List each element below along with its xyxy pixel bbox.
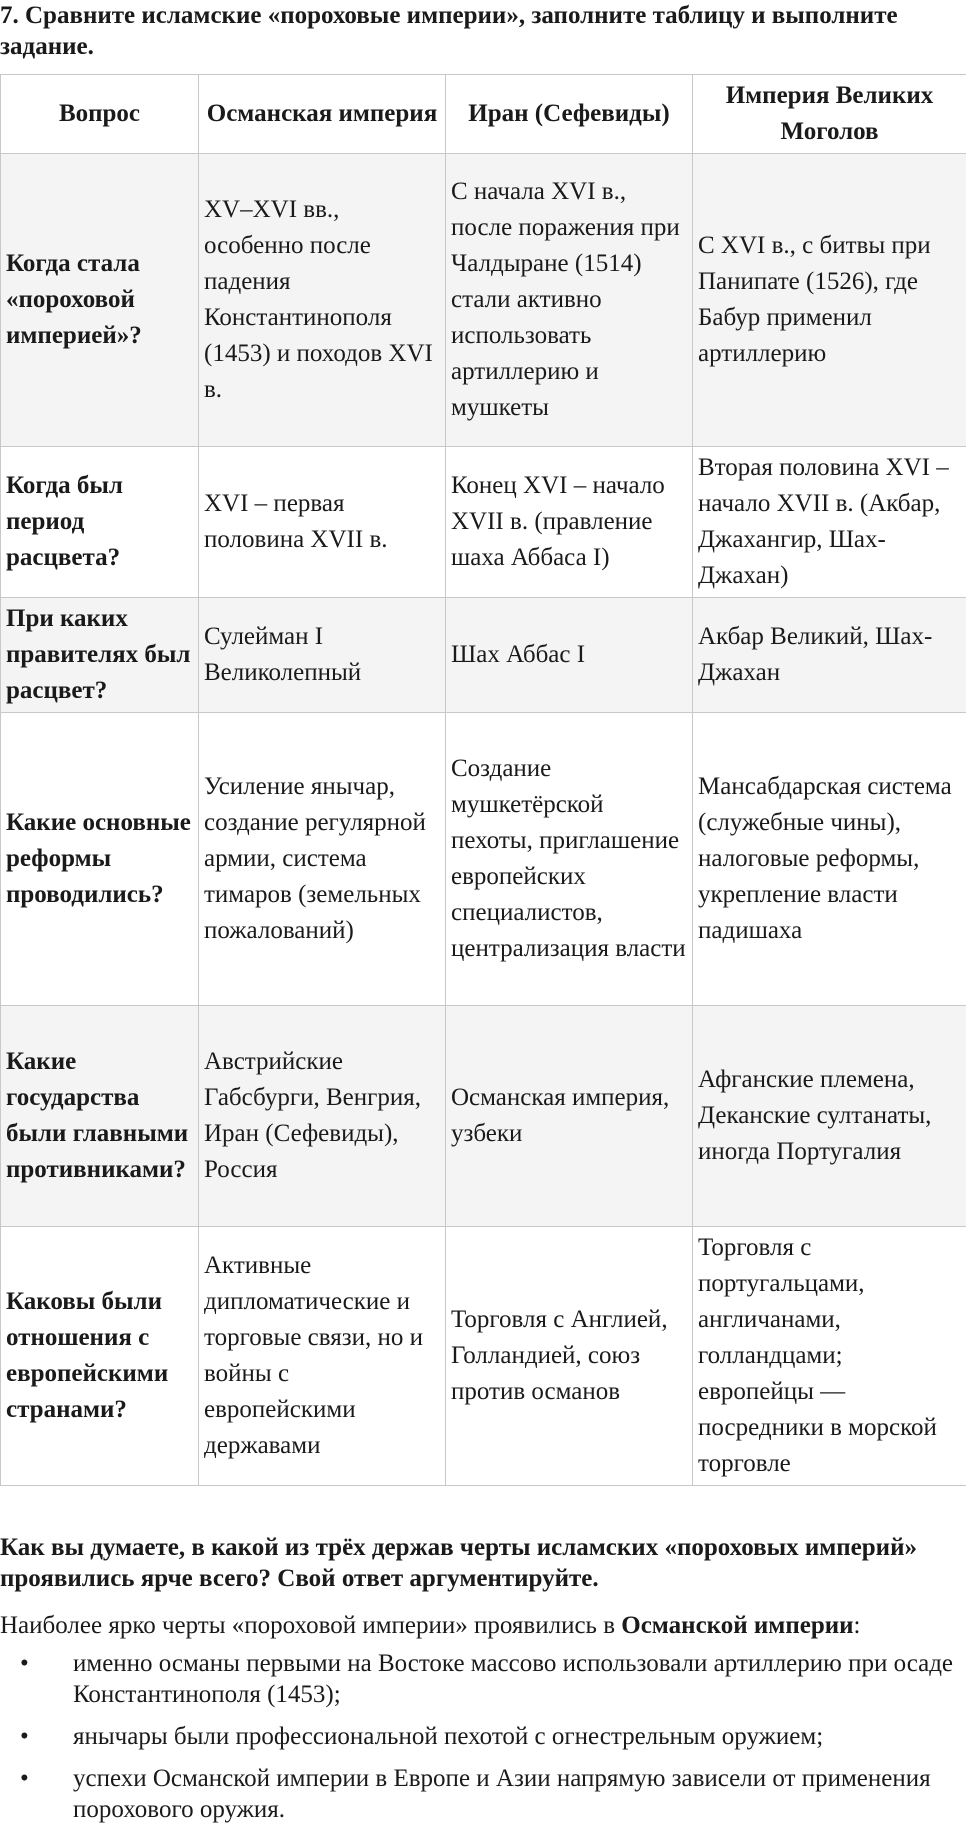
row-question: При каких правителях был расцвет?: [1, 598, 199, 713]
list-item: [0, 1648, 960, 1710]
answer-intro: [0, 1610, 960, 1641]
cell-ottoman: Австрийские Габсбурги, Венгрия, Иран (Сефевиды), Россия: [199, 1006, 446, 1227]
row-question: Когда был период расцвета?: [1, 447, 199, 598]
cell-mughal: Мансабдарская система (служебные чины), налоговые реформы, укрепление власти падишаха: [693, 713, 966, 1006]
cell-ottoman: Усиление янычар, создание регулярной армии, система тимаров (земельных пожалований): [199, 713, 446, 1006]
cell-iran: Торговля с Англией, Голландией, союз против османов: [446, 1227, 693, 1486]
row-question: Каковы были отношения с европейскими странами?: [1, 1227, 199, 1486]
task-title: 7. Сравните исламские «пороховые империи», заполните таблицу и выполните задание.: [0, 2, 898, 60]
discussion-question: Как вы думаете, в какой из трёх держав черты исламских «пороховых империй» проявились ярче всего? Свой ответ аргументируйте.: [0, 1534, 917, 1592]
cell-mughal: С XVI в., с битвы при Панипате (1526), где Бабур применил артиллерию: [693, 154, 966, 447]
cell-mughal: Вторая половина XVI – начало XVII в. (Акбар, Джахангир, Шах-Джахан): [693, 447, 966, 598]
list-item: [0, 1721, 960, 1752]
cell-iran: Османская империя, узбеки: [446, 1006, 693, 1227]
cell-iran: Конец XVI – начало XVII в. (правление шаха Аббаса I): [446, 447, 693, 598]
header-iran: Иран (Сефевиды): [446, 75, 693, 154]
table-row: [1, 1006, 966, 1227]
cell-ottoman: Сулейман I Великолепный: [199, 598, 446, 713]
bullet-icon: •: [20, 1650, 29, 1677]
cell-ottoman: Активные дипломатические и торговые связи, но и войны с европейскими державами: [199, 1227, 446, 1486]
cell-iran: С начала XVI в., после поражения при Чалдыране (1514) стали активно использовать артиллерию и мушкеты: [446, 154, 693, 447]
header-mughal: Империя Великих Моголов: [693, 75, 966, 154]
row-question: Когда стала «пороховой империей»?: [1, 154, 199, 447]
cell-iran: Создание мушкетёрской пехоты, приглашение европейских специалистов, централизация власти: [446, 713, 693, 1006]
answer-intro-end: :: [853, 1612, 861, 1639]
bullet-icon: •: [20, 1723, 29, 1750]
cell-mughal: Афганские племена, Деканские султанаты, иногда Португалия: [693, 1006, 966, 1227]
cell-mughal: Торговля с португальцами, англичанами, голландцами; европейцы — посредники в морской торговле: [693, 1227, 966, 1486]
row-question: Какие основные реформы проводились?: [1, 713, 199, 1006]
cell-ottoman: XV–XVI вв., особенно после падения Константинополя (1453) и походов XVI в.: [199, 154, 446, 447]
cell-ottoman: XVI – первая половина XVII в.: [199, 447, 446, 598]
cell-mughal: Акбар Великий, Шах-Джахан: [693, 598, 966, 713]
list-item-text: успехи Османской империи в Европе и Азии напрямую зависели от применения порохового оружия.: [73, 1765, 931, 1823]
row-question: Какие государства были главными противниками?: [1, 1006, 199, 1227]
answer-intro-text: Наиболее ярко черты «пороховой империи» проявились в: [0, 1612, 622, 1639]
bullet-icon: •: [20, 1765, 29, 1792]
table-row: [1, 447, 966, 598]
list-item: [0, 1763, 960, 1825]
table-row: [1, 598, 966, 713]
comparison-table: [0, 74, 966, 1486]
answer-points: [0, 1648, 960, 1836]
answer-intro-emphasis: Османской империи: [621, 1612, 854, 1639]
table-row: [1, 1227, 966, 1486]
header-question: Вопрос: [1, 75, 199, 154]
table-header-row: [1, 75, 966, 154]
header-ottoman: Османская империя: [199, 75, 446, 154]
cell-iran: Шах Аббас I: [446, 598, 693, 713]
table-row: [1, 154, 966, 447]
table-row: [1, 713, 966, 1006]
list-item-text: янычары были профессиональной пехотой с огнестрельным оружием;: [73, 1723, 824, 1750]
list-item-text: именно османы первыми на Востоке массово использовали артиллерию при осаде Константинополя (1453);: [73, 1650, 954, 1708]
